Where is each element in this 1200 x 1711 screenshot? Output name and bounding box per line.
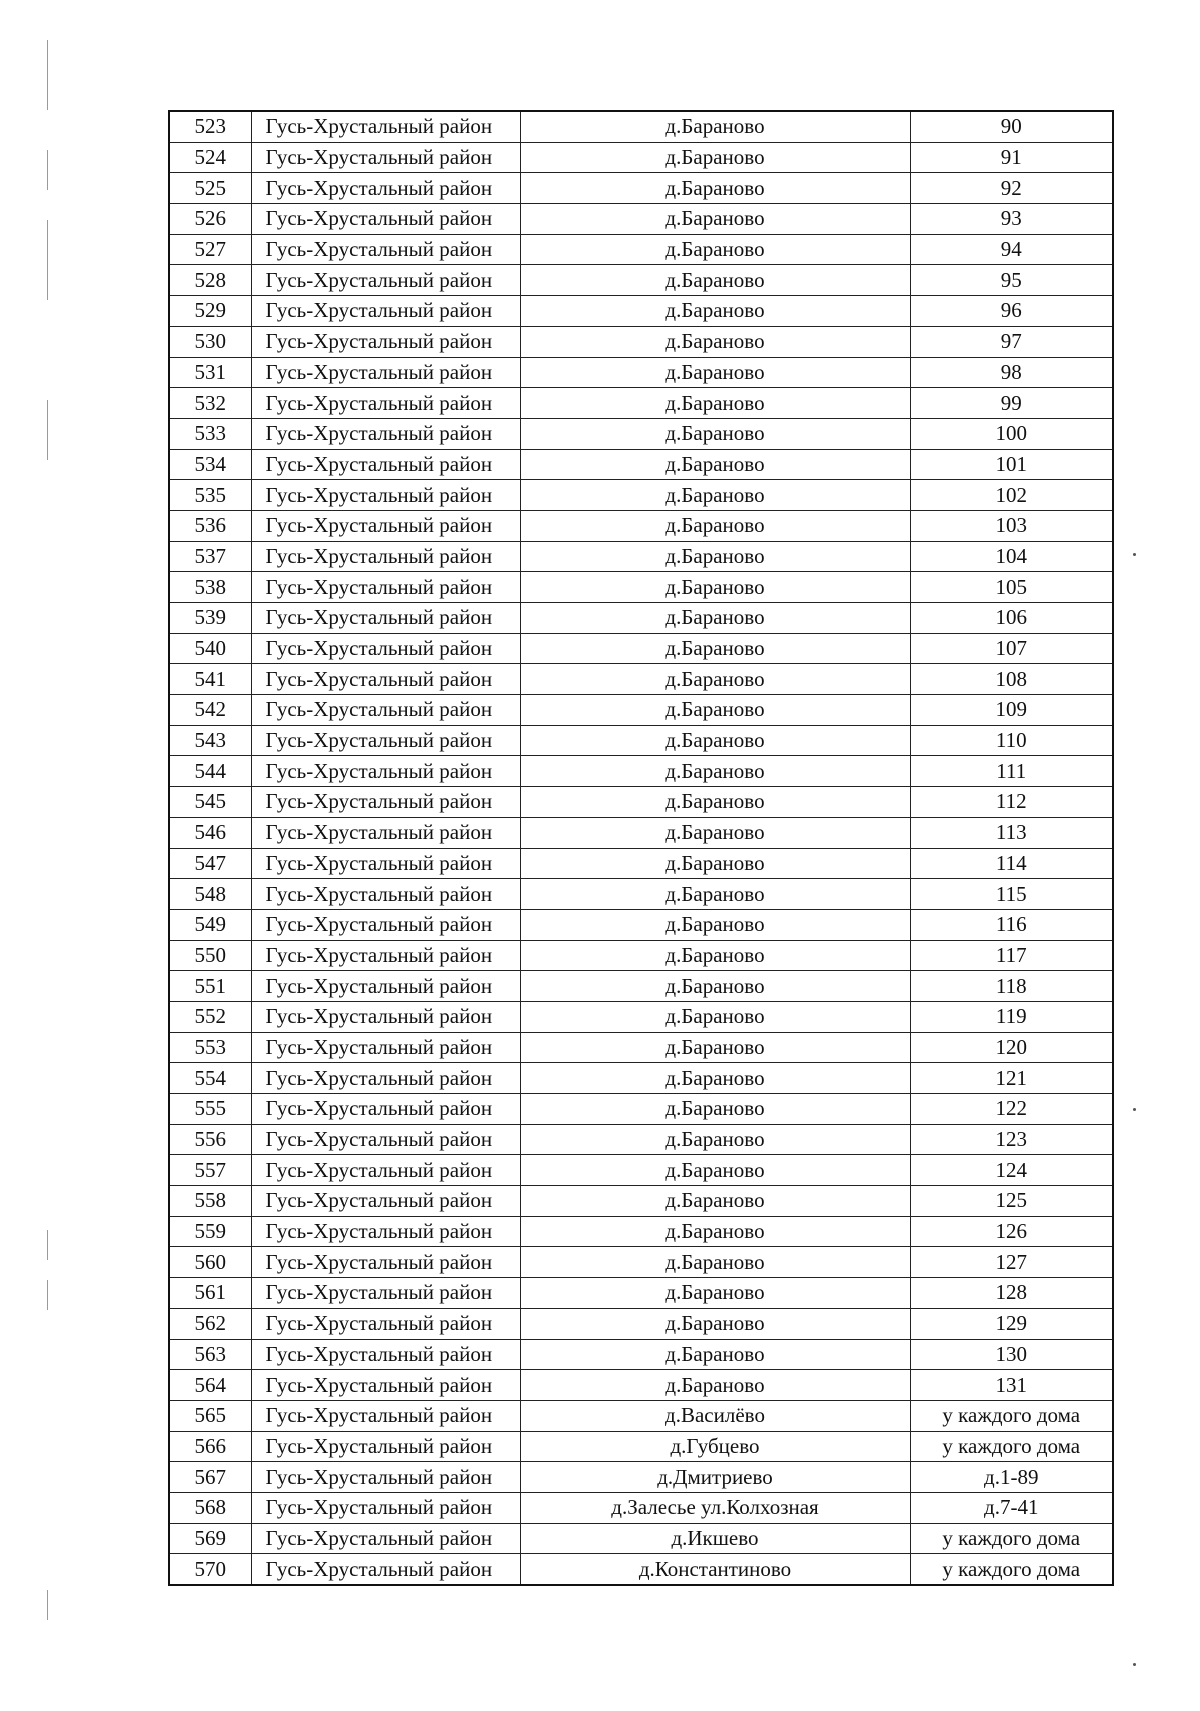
row-number-cell: 528 [169,265,251,296]
settlement-cell: д.Бараново [520,633,910,664]
scan-dot [1133,553,1136,556]
house-number-cell: 130 [910,1339,1113,1370]
table-row [169,1124,1113,1155]
table-row [169,572,1113,603]
district-cell: Гусь-Хрустальный район [251,1001,520,1032]
table-row [169,541,1113,572]
table-row [169,1094,1113,1125]
address-table-body [169,111,1113,1585]
district-cell: Гусь-Хрустальный район [251,1339,520,1370]
row-number-cell: 563 [169,1339,251,1370]
settlement-cell: д.Бараново [520,296,910,327]
row-number-cell: 523 [169,111,251,142]
house-number-cell: 101 [910,449,1113,480]
house-number-cell: 96 [910,296,1113,327]
table-row [169,603,1113,634]
row-number-cell: 526 [169,204,251,235]
house-number-cell: 93 [910,204,1113,235]
table-row [169,265,1113,296]
district-cell: Гусь-Хрустальный район [251,296,520,327]
settlement-cell: д.Бараново [520,1216,910,1247]
settlement-cell: д.Губцево [520,1431,910,1462]
settlement-cell: д.Бараново [520,1186,910,1217]
table-row [169,725,1113,756]
district-cell: Гусь-Хрустальный район [251,787,520,818]
settlement-cell: д.Бараново [520,1001,910,1032]
settlement-cell: д.Бараново [520,1278,910,1309]
house-number-cell: 124 [910,1155,1113,1186]
table-row [169,695,1113,726]
row-number-cell: 531 [169,357,251,388]
district-cell: Гусь-Хрустальный район [251,879,520,910]
row-number-cell: 569 [169,1523,251,1554]
district-cell: Гусь-Хрустальный район [251,541,520,572]
house-number-cell: 106 [910,603,1113,634]
settlement-cell: д.Бараново [520,510,910,541]
house-number-cell: 115 [910,879,1113,910]
row-number-cell: 552 [169,1001,251,1032]
house-number-cell: 114 [910,848,1113,879]
row-number-cell: 544 [169,756,251,787]
district-cell: Гусь-Хрустальный район [251,971,520,1002]
house-number-cell: 120 [910,1032,1113,1063]
scan-margin-line [47,1590,48,1620]
district-cell: Гусь-Хрустальный район [251,1278,520,1309]
row-number-cell: 533 [169,418,251,449]
district-cell: Гусь-Хрустальный район [251,1186,520,1217]
district-cell: Гусь-Хрустальный район [251,388,520,419]
row-number-cell: 556 [169,1124,251,1155]
house-number-cell: 113 [910,817,1113,848]
table-row [169,1155,1113,1186]
district-cell: Гусь-Хрустальный район [251,848,520,879]
settlement-cell: д.Бараново [520,418,910,449]
table-row [169,1370,1113,1401]
house-number-cell: 107 [910,633,1113,664]
table-row [169,787,1113,818]
table-row [169,234,1113,265]
district-cell: Гусь-Хрустальный район [251,1032,520,1063]
table-row [169,1278,1113,1309]
settlement-cell: д.Бараново [520,1032,910,1063]
table-row [169,1431,1113,1462]
house-number-cell: у каждого дома [910,1400,1113,1431]
house-number-cell: 94 [910,234,1113,265]
house-number-cell: 92 [910,173,1113,204]
house-number-cell: 118 [910,971,1113,1002]
district-cell: Гусь-Хрустальный район [251,664,520,695]
district-cell: Гусь-Хрустальный район [251,1554,520,1585]
table-row [169,1492,1113,1523]
district-cell: Гусь-Хрустальный район [251,1124,520,1155]
settlement-cell: д.Бараново [520,173,910,204]
house-number-cell: 91 [910,142,1113,173]
settlement-cell: д.Бараново [520,817,910,848]
settlement-cell: д.Икшево [520,1523,910,1554]
row-number-cell: 551 [169,971,251,1002]
district-cell: Гусь-Хрустальный район [251,204,520,235]
district-cell: Гусь-Хрустальный район [251,326,520,357]
house-number-cell: 117 [910,940,1113,971]
table-row [169,940,1113,971]
row-number-cell: 562 [169,1308,251,1339]
house-number-cell: 95 [910,265,1113,296]
district-cell: Гусь-Хрустальный район [251,265,520,296]
house-number-cell: д.7-41 [910,1492,1113,1523]
settlement-cell: д.Бараново [520,388,910,419]
table-row [169,1308,1113,1339]
house-number-cell: 123 [910,1124,1113,1155]
settlement-cell: д.Бараново [520,1063,910,1094]
table-row [169,510,1113,541]
row-number-cell: 566 [169,1431,251,1462]
settlement-cell: д.Бараново [520,1370,910,1401]
table-row [169,111,1113,142]
table-row [169,173,1113,204]
settlement-cell: д.Бараново [520,787,910,818]
scan-dot [1133,1108,1136,1111]
row-number-cell: 543 [169,725,251,756]
row-number-cell: 557 [169,1155,251,1186]
settlement-cell: д.Бараново [520,695,910,726]
table-row [169,1400,1113,1431]
settlement-cell: д.Бараново [520,572,910,603]
district-cell: Гусь-Хрустальный район [251,234,520,265]
row-number-cell: 542 [169,695,251,726]
district-cell: Гусь-Хрустальный район [251,111,520,142]
house-number-cell: 102 [910,480,1113,511]
row-number-cell: 555 [169,1094,251,1125]
row-number-cell: 568 [169,1492,251,1523]
scan-margin-line [47,1280,48,1310]
district-cell: Гусь-Хрустальный район [251,1247,520,1278]
house-number-cell: 122 [910,1094,1113,1125]
row-number-cell: 525 [169,173,251,204]
scan-margin-line [47,400,48,460]
table-row [169,848,1113,879]
house-number-cell: 126 [910,1216,1113,1247]
row-number-cell: 540 [169,633,251,664]
row-number-cell: 564 [169,1370,251,1401]
row-number-cell: 553 [169,1032,251,1063]
house-number-cell: 97 [910,326,1113,357]
row-number-cell: 565 [169,1400,251,1431]
settlement-cell: д.Бараново [520,265,910,296]
table-row [169,1032,1113,1063]
house-number-cell: 129 [910,1308,1113,1339]
house-number-cell: 103 [910,510,1113,541]
house-number-cell: 111 [910,756,1113,787]
row-number-cell: 549 [169,909,251,940]
table-row [169,664,1113,695]
district-cell: Гусь-Хрустальный район [251,1400,520,1431]
settlement-cell: д.Бараново [520,111,910,142]
row-number-cell: 527 [169,234,251,265]
row-number-cell: 532 [169,388,251,419]
row-number-cell: 539 [169,603,251,634]
row-number-cell: 560 [169,1247,251,1278]
settlement-cell: д.Бараново [520,971,910,1002]
row-number-cell: 537 [169,541,251,572]
house-number-cell: 105 [910,572,1113,603]
scan-margin-line [47,1230,48,1260]
row-number-cell: 550 [169,940,251,971]
house-number-cell: 112 [910,787,1113,818]
row-number-cell: 545 [169,787,251,818]
scan-margin-line [47,150,48,190]
scan-margin-line [47,40,48,110]
settlement-cell: д.Дмитриево [520,1462,910,1493]
table-row [169,1247,1113,1278]
table-row [169,909,1113,940]
row-number-cell: 529 [169,296,251,327]
house-number-cell: 104 [910,541,1113,572]
row-number-cell: 541 [169,664,251,695]
house-number-cell: д.1-89 [910,1462,1113,1493]
settlement-cell: д.Бараново [520,1094,910,1125]
district-cell: Гусь-Хрустальный район [251,1523,520,1554]
settlement-cell: д.Бараново [520,603,910,634]
house-number-cell: 128 [910,1278,1113,1309]
address-table [168,110,1114,1586]
district-cell: Гусь-Хрустальный район [251,1094,520,1125]
row-number-cell: 524 [169,142,251,173]
settlement-cell: д.Бараново [520,1155,910,1186]
settlement-cell: д.Бараново [520,449,910,480]
settlement-cell: д.Бараново [520,725,910,756]
district-cell: Гусь-Хрустальный район [251,572,520,603]
table-row [169,879,1113,910]
table-row [169,142,1113,173]
district-cell: Гусь-Хрустальный район [251,357,520,388]
district-cell: Гусь-Хрустальный район [251,1431,520,1462]
district-cell: Гусь-Хрустальный район [251,695,520,726]
table-row [169,1462,1113,1493]
settlement-cell: д.Бараново [520,664,910,695]
district-cell: Гусь-Хрустальный район [251,510,520,541]
district-cell: Гусь-Хрустальный район [251,449,520,480]
district-cell: Гусь-Хрустальный район [251,725,520,756]
house-number-cell: 108 [910,664,1113,695]
row-number-cell: 547 [169,848,251,879]
house-number-cell: 90 [910,111,1113,142]
table-row [169,418,1113,449]
district-cell: Гусь-Хрустальный район [251,1370,520,1401]
settlement-cell: д.Василёво [520,1400,910,1431]
district-cell: Гусь-Хрустальный район [251,1308,520,1339]
house-number-cell: 127 [910,1247,1113,1278]
district-cell: Гусь-Хрустальный район [251,1063,520,1094]
table-row [169,1186,1113,1217]
house-number-cell: у каждого дома [910,1431,1113,1462]
table-row [169,204,1113,235]
district-cell: Гусь-Хрустальный район [251,940,520,971]
settlement-cell: д.Бараново [520,1247,910,1278]
district-cell: Гусь-Хрустальный район [251,756,520,787]
district-cell: Гусь-Хрустальный район [251,1462,520,1493]
house-number-cell: 125 [910,1186,1113,1217]
table-row [169,388,1113,419]
district-cell: Гусь-Хрустальный район [251,1216,520,1247]
district-cell: Гусь-Хрустальный район [251,909,520,940]
table-row [169,1063,1113,1094]
settlement-cell: д.Бараново [520,879,910,910]
table-row [169,971,1113,1002]
settlement-cell: д.Бараново [520,541,910,572]
row-number-cell: 559 [169,1216,251,1247]
settlement-cell: д.Бараново [520,326,910,357]
scan-dot [1133,1663,1136,1666]
district-cell: Гусь-Хрустальный район [251,173,520,204]
table-row [169,756,1113,787]
district-cell: Гусь-Хрустальный район [251,480,520,511]
settlement-cell: д.Бараново [520,756,910,787]
scan-margin-line [47,220,48,300]
district-cell: Гусь-Хрустальный район [251,1492,520,1523]
table-row [169,1339,1113,1370]
house-number-cell: у каждого дома [910,1523,1113,1554]
row-number-cell: 570 [169,1554,251,1585]
settlement-cell: д.Бараново [520,909,910,940]
table-row [169,1001,1113,1032]
settlement-cell: д.Бараново [520,204,910,235]
district-cell: Гусь-Хрустальный район [251,418,520,449]
house-number-cell: 109 [910,695,1113,726]
settlement-cell: д.Бараново [520,142,910,173]
table-row [169,817,1113,848]
house-number-cell: 119 [910,1001,1113,1032]
settlement-cell: д.Бараново [520,1308,910,1339]
district-cell: Гусь-Хрустальный район [251,633,520,664]
house-number-cell: 121 [910,1063,1113,1094]
row-number-cell: 530 [169,326,251,357]
settlement-cell: д.Бараново [520,357,910,388]
settlement-cell: д.Бараново [520,940,910,971]
settlement-cell: д.Бараново [520,1124,910,1155]
settlement-cell: д.Залесье ул.Колхозная [520,1492,910,1523]
table-row [169,480,1113,511]
table-row [169,449,1113,480]
house-number-cell: 116 [910,909,1113,940]
table-row [169,296,1113,327]
house-number-cell: 99 [910,388,1113,419]
row-number-cell: 558 [169,1186,251,1217]
row-number-cell: 554 [169,1063,251,1094]
row-number-cell: 538 [169,572,251,603]
district-cell: Гусь-Хрустальный район [251,1155,520,1186]
house-number-cell: 98 [910,357,1113,388]
settlement-cell: д.Константиново [520,1554,910,1585]
house-number-cell: 110 [910,725,1113,756]
row-number-cell: 546 [169,817,251,848]
table-row [169,357,1113,388]
table-row [169,326,1113,357]
row-number-cell: 536 [169,510,251,541]
house-number-cell: 100 [910,418,1113,449]
district-cell: Гусь-Хрустальный район [251,817,520,848]
row-number-cell: 567 [169,1462,251,1493]
settlement-cell: д.Бараново [520,234,910,265]
table-row [169,1554,1113,1585]
house-number-cell: у каждого дома [910,1554,1113,1585]
settlement-cell: д.Бараново [520,480,910,511]
table-row [169,1216,1113,1247]
row-number-cell: 535 [169,480,251,511]
district-cell: Гусь-Хрустальный район [251,603,520,634]
row-number-cell: 534 [169,449,251,480]
row-number-cell: 561 [169,1278,251,1309]
house-number-cell: 131 [910,1370,1113,1401]
table-row [169,633,1113,664]
table-row [169,1523,1113,1554]
district-cell: Гусь-Хрустальный район [251,142,520,173]
settlement-cell: д.Бараново [520,848,910,879]
settlement-cell: д.Бараново [520,1339,910,1370]
row-number-cell: 548 [169,879,251,910]
